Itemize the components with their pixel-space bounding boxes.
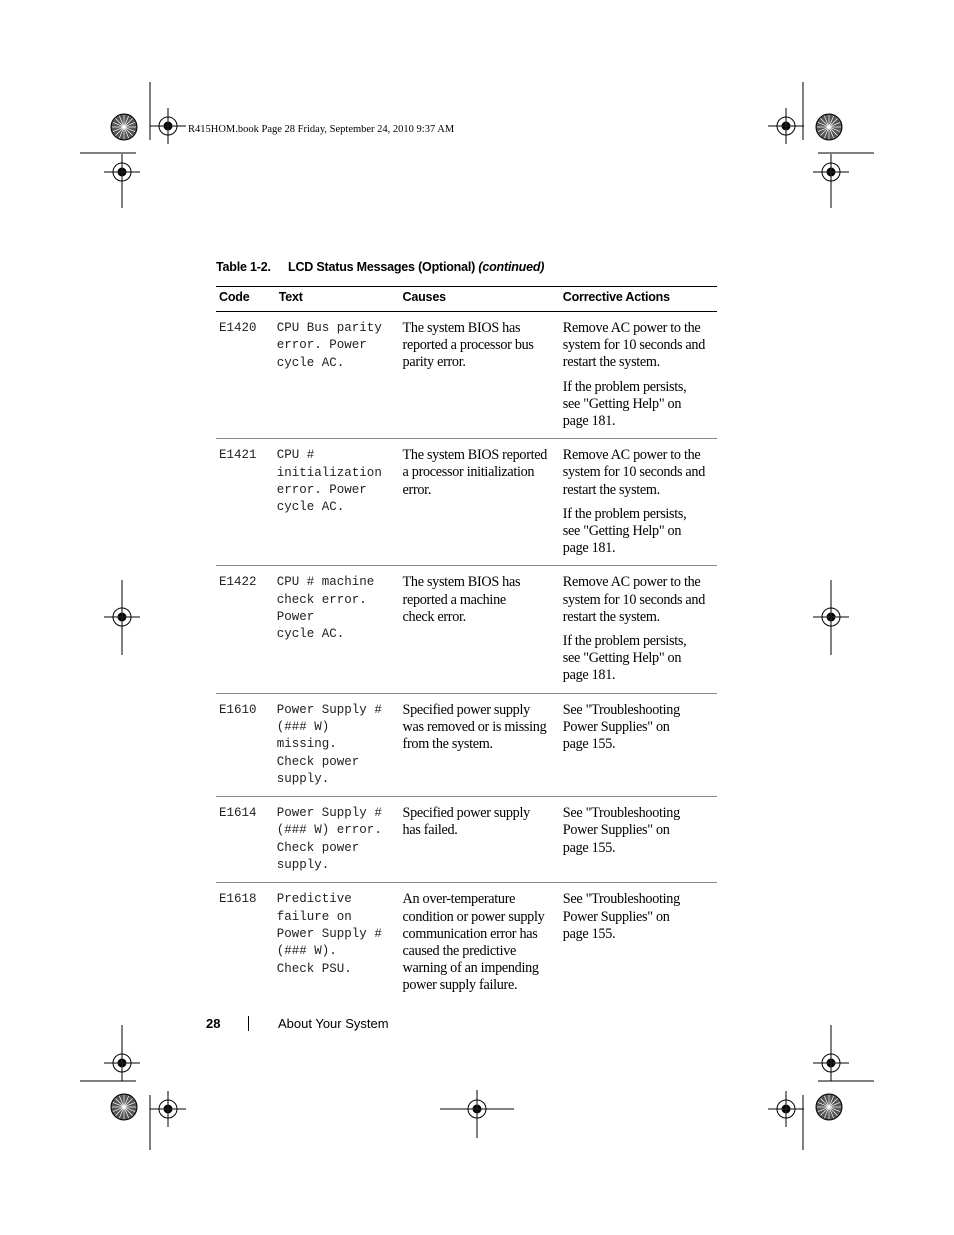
- lcd-message-line: Power Supply #: [276, 926, 382, 941]
- cause-line: a processor initialization: [402, 464, 535, 481]
- cause-line: caused the predictive: [402, 942, 516, 959]
- error-code-cell: [216, 797, 274, 883]
- lcd-message-line: error. Power: [276, 482, 367, 497]
- corrective-action-line: see "Getting Help" on: [562, 650, 682, 667]
- table-row: [216, 797, 717, 883]
- corrective-action-paragraph: [563, 702, 715, 754]
- corrective-action-line: Power Supplies" on: [562, 718, 670, 735]
- lcd-message-line: failure on: [276, 909, 352, 924]
- lcd-message-line: CPU #: [276, 448, 315, 463]
- corrective-action-line: See "Troubleshooting: [562, 701, 680, 718]
- lcd-message-line: missing.: [276, 737, 337, 752]
- table-number: Table 1-2.: [216, 260, 271, 274]
- corrective-action-line: see "Getting Help" on: [562, 395, 682, 412]
- corrective-action-line: restart the system.: [562, 608, 660, 625]
- lcd-status-table: [216, 286, 717, 1003]
- table-header-row: [216, 287, 717, 312]
- cause-cell: [400, 797, 560, 883]
- corrective-action-paragraph: [563, 379, 715, 431]
- cause-line: parity error.: [402, 354, 466, 371]
- cause-line: Specified power supply: [402, 805, 530, 822]
- cause-cell: [400, 439, 560, 566]
- lcd-message-line: Check power: [276, 754, 360, 769]
- header-causes: Causes: [400, 287, 560, 312]
- lcd-message-cell: [274, 797, 400, 883]
- corrective-action-cell: [560, 566, 717, 693]
- corrective-action-line: page 155.: [562, 925, 616, 942]
- lcd-message-line: CPU # machine: [276, 575, 375, 590]
- corrective-action-cell: [560, 693, 717, 796]
- cause-line: The system BIOS reported: [402, 447, 548, 464]
- corrective-action-paragraph: [563, 574, 715, 626]
- cause-line: was removed or is missing: [402, 718, 547, 735]
- corrective-action-paragraph: [563, 447, 715, 499]
- cause-line: The system BIOS has: [402, 574, 521, 591]
- error-code: E1420: [219, 321, 257, 335]
- lcd-message-line: cycle AC.: [276, 627, 345, 642]
- error-code-cell: [216, 883, 274, 1003]
- lcd-message-line: cycle AC.: [276, 355, 345, 370]
- lcd-message-line: Power Supply #: [276, 806, 382, 821]
- cause-line: error.: [402, 481, 432, 498]
- table-row: [216, 566, 717, 693]
- table-body: [216, 312, 717, 1003]
- lcd-message-line: Power Supply #: [276, 702, 382, 717]
- lcd-message-line: Power: [276, 610, 315, 625]
- footer-separator: [248, 1016, 249, 1031]
- table-row: [216, 439, 717, 566]
- corrective-action-line: Remove AC power to the: [562, 447, 701, 464]
- cause-cell: [400, 312, 560, 439]
- corrective-action-line: system for 10 seconds and: [562, 591, 706, 608]
- corrective-action-line: restart the system.: [562, 354, 660, 371]
- table-title: LCD Status Messages (Optional): [288, 260, 476, 274]
- book-info-header: R415HOM.book Page 28 Friday, September 24, 2010 9:37 AM: [188, 124, 455, 135]
- error-code: E1614: [219, 806, 257, 821]
- corrective-action-line: Power Supplies" on: [562, 822, 670, 839]
- cause-line: check error.: [402, 608, 466, 625]
- corrective-action-line: See "Troubleshooting: [562, 891, 680, 908]
- cause-line: warning of an impending: [402, 960, 539, 977]
- corrective-action-paragraph: [563, 891, 715, 943]
- page-number: 28: [206, 1016, 221, 1031]
- corrective-action-line: If the problem persists,: [562, 378, 687, 395]
- corrective-action-line: Remove AC power to the: [562, 574, 701, 591]
- corrective-action-paragraph: [563, 805, 715, 857]
- lcd-message-line: (### W).: [276, 944, 337, 959]
- error-code-cell: [216, 439, 274, 566]
- lcd-message-line: initialization: [276, 465, 382, 480]
- error-code: E1610: [219, 702, 257, 717]
- lcd-message-line: CPU Bus parity: [276, 321, 382, 335]
- cause-cell: [400, 693, 560, 796]
- error-code: E1618: [219, 892, 257, 907]
- corrective-action-paragraph: [563, 320, 715, 372]
- cause-line: reported a machine: [402, 591, 506, 608]
- lcd-message-line: (### W): [276, 719, 330, 734]
- lcd-message-cell: [274, 693, 400, 796]
- error-code-cell: [216, 566, 274, 693]
- cause-line: The system BIOS has: [402, 320, 521, 336]
- lcd-message-cell: [274, 883, 400, 1003]
- cause-line: from the system.: [402, 736, 493, 753]
- header-code: Code: [216, 287, 274, 312]
- lcd-message-cell: [274, 312, 400, 439]
- cause-cell: [400, 566, 560, 693]
- corrective-action-line: restart the system.: [562, 481, 660, 498]
- lcd-message-line: error. Power: [276, 338, 367, 353]
- corrective-action-paragraph: [563, 506, 715, 558]
- cause-line: Specified power supply: [402, 701, 530, 718]
- corrective-action-line: page 181.: [562, 413, 616, 430]
- corrective-action-line: Remove AC power to the: [562, 320, 701, 336]
- corrective-action-line: page 155.: [562, 839, 616, 856]
- lcd-message-line: supply.: [276, 858, 330, 873]
- header-text: Text: [274, 287, 400, 312]
- corrective-action-cell: [560, 797, 717, 883]
- corrective-action-cell: [560, 312, 717, 439]
- error-code-cell: [216, 693, 274, 796]
- table-caption: [216, 260, 544, 274]
- lcd-message-line: supply.: [276, 771, 330, 786]
- corrective-action-line: If the problem persists,: [562, 505, 687, 522]
- lcd-message-line: Check PSU.: [276, 961, 352, 976]
- lcd-message-line: Check power: [276, 840, 360, 855]
- corrective-action-line: If the problem persists,: [562, 633, 687, 650]
- corrective-action-line: page 181.: [562, 667, 616, 684]
- lcd-message-line: cycle AC.: [276, 500, 345, 515]
- lcd-message-line: Predictive: [276, 892, 352, 907]
- lcd-message-line: (### W) error.: [276, 823, 382, 838]
- lcd-message-cell: [274, 566, 400, 693]
- corrective-action-line: system for 10 seconds and: [562, 464, 706, 481]
- corrective-action-line: See "Troubleshooting: [562, 805, 680, 822]
- section-title: About Your System: [278, 1016, 389, 1031]
- error-code: E1422: [219, 575, 257, 590]
- table-continued: (continued): [478, 260, 545, 274]
- corrective-action-line: Power Supplies" on: [562, 908, 670, 925]
- corrective-action-line: system for 10 seconds and: [562, 337, 706, 354]
- error-code-cell: [216, 312, 274, 439]
- table-row: [216, 693, 717, 796]
- corrective-action-cell: [560, 883, 717, 1003]
- cause-line: has failed.: [402, 822, 458, 839]
- lcd-message-line: check error.: [276, 592, 367, 607]
- cause-line: condition or power supply: [402, 908, 545, 925]
- cause-line: An over-temperature: [402, 891, 516, 908]
- cause-line: power supply failure.: [402, 977, 518, 994]
- corrective-action-line: page 181.: [562, 540, 616, 557]
- error-code: E1421: [219, 448, 257, 463]
- table-row: [216, 883, 717, 1003]
- corrective-action-line: see "Getting Help" on: [562, 523, 682, 540]
- cause-line: communication error has: [402, 925, 538, 942]
- lcd-message-cell: [274, 439, 400, 566]
- cause-line: reported a processor bus: [402, 337, 534, 354]
- cause-cell: [400, 883, 560, 1003]
- table-row: [216, 312, 717, 439]
- header-corrective-actions: Corrective Actions: [560, 287, 717, 312]
- corrective-action-cell: [560, 439, 717, 566]
- corrective-action-paragraph: [563, 633, 715, 685]
- corrective-action-line: page 155.: [562, 736, 616, 753]
